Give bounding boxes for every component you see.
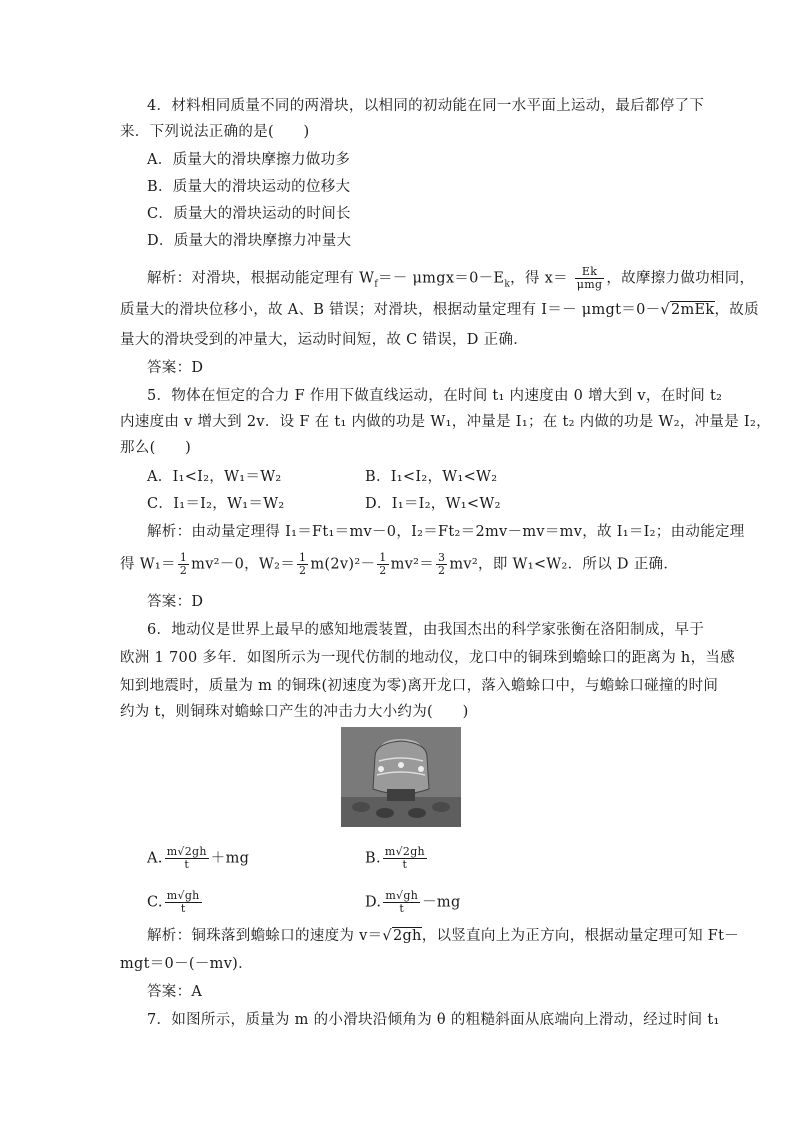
q5-frac-half-3-num: 1: [379, 551, 387, 564]
q5-analysis-2a: 得 W₁＝: [120, 556, 176, 573]
q6-stem-line3: 知到地震时，质量为 m 的铜珠(初速度为零)离开龙口，落入蟾蜍口中，与蟾蜍口碰撞的时间: [120, 678, 719, 694]
q5-frac-half-1: [178, 552, 189, 577]
q5-answer: 答案：D: [147, 594, 204, 610]
q6-option-a-den: t: [184, 858, 190, 871]
q6-analysis-1c: ，以竖直向上为正方向，根据动量定理可知 Ft－: [421, 928, 740, 944]
q6-option-c: [147, 890, 347, 915]
q4-option-a: A．质量大的滑块摩擦力做功多: [147, 152, 351, 168]
q5-stem-line3: 那么( ): [120, 440, 192, 456]
q6-option-b-den: t: [402, 858, 408, 871]
q6-option-a-num: m√2gh: [166, 845, 207, 858]
q6-stem-line4: 约为 t，则铜珠对蟾蜍口产生的冲击力大小约为( ): [120, 704, 469, 720]
q6-analysis-1a: 解析：铜珠落到蟾蜍口的速度为 v＝: [147, 928, 383, 944]
seismograph-illustration: [341, 727, 461, 827]
q5-frac-half-1-den: 2: [179, 564, 188, 577]
q5-frac-half-3-den: 2: [379, 564, 387, 577]
q5-analysis-line1: 解析：由动量定理得 I₁＝Ft₁＝mv－0，I₂＝Ft₂＝2mv－mv＝mv，故 I₁＝I₂；由动能定理: [147, 524, 745, 540]
q6-option-c-label: C.: [147, 894, 163, 911]
q6-option-c-frac: [165, 890, 202, 915]
q6-option-b-frac: [383, 846, 427, 871]
q5-frac-half-3: [377, 552, 388, 577]
q5-analysis-2c: m(2v)²－: [310, 556, 376, 573]
q6-option-a-tail: ＋mg: [210, 850, 250, 867]
q5-option-d: D．I₁＝I₂，W₁<W₂: [365, 496, 501, 512]
seismograph-photo: [341, 727, 461, 827]
q6-stem-line2: 欧洲 1 700 多年．如图所示为一现代仿制的地动仪，龙口中的铜珠到蟾蜍口的距离为 h，当感: [120, 650, 735, 666]
q6-sqrt-2gh: 2gh: [392, 928, 422, 944]
q4-fraction-x: [575, 266, 605, 291]
q6-option-c-num: m√gh: [166, 889, 200, 902]
q4-answer: 答案：D: [147, 360, 204, 376]
q5-analysis-2d: mv²＝: [390, 556, 435, 573]
q6-answer: 答案：A: [147, 984, 203, 1000]
q6-option-b: [365, 846, 565, 871]
q6-option-a: [147, 846, 347, 871]
q5-frac-three-den: 2: [438, 564, 446, 577]
q6-option-b-num: m√2gh: [384, 845, 425, 858]
q4-analysis-2a: 质量大的滑块位移小，故 A、B 错误；对滑块，根据动量定理有 I＝－ μmgt＝0－: [120, 302, 661, 318]
q6-option-b-label: B.: [365, 850, 381, 867]
q5-option-b: B．I₁<I₂，W₁<W₂: [365, 469, 498, 485]
q5-analysis-2b: mv²－0，W₂＝: [191, 556, 296, 573]
q5-stem-line1: 5．物体在恒定的合力 F 作用下做直线运动，在时间 t₁ 内速度由 0 增大到 v，在时间 t₂: [147, 388, 723, 404]
q4-option-b: B．质量大的滑块运动的位移大: [147, 179, 351, 195]
q4-analysis-line2: 质量大的滑块位移小，故 A、B 错误；对滑块，根据动量定理有 I＝－ μmgt＝0－√2mEk，故质: [120, 302, 759, 318]
q4-analysis-line3: 量大的滑块受到的冲量大，运动时间短，故 C 错误，D 正确．: [120, 332, 529, 348]
q6-option-d-frac: [383, 890, 420, 915]
q4-stem-line1: 4．材料相同质量不同的两滑块，以相同的初动能在同一水平面上运动，最后都停了下: [147, 98, 705, 114]
q6-option-d-den: t: [399, 902, 405, 915]
q5-frac-half-2-den: 2: [299, 564, 307, 577]
q4-stem-line2: 来．下列说法正确的是( ): [120, 124, 310, 140]
q5-analysis-2e: mv²，即 W₁<W₂．所以 D 正确．: [449, 556, 679, 573]
q5-stem-line2: 内速度由 v 增大到 2v．设 F 在 t₁ 内做的功是 W₁，冲量是 I₁；在 t₂ 内做的功是 W₂，冲量是 I₂，: [120, 414, 771, 430]
q5-analysis-line2: [120, 552, 680, 577]
q6-option-d: [365, 890, 565, 915]
q6-option-d-tail: －mg: [422, 894, 461, 911]
q6-option-a-frac: [165, 846, 209, 871]
q6-analysis-line1: 解析：铜珠落到蟾蜍口的速度为 v＝√2gh，以竖直向上为正方向，根据动量定理可知 Ft－: [147, 928, 740, 944]
q5-frac-half-2: [297, 552, 308, 577]
q4-analysis-2c: ，故质: [714, 302, 759, 318]
q7-stem-line1: 7．如图所示，质量为 m 的小滑块沿倾角为 θ 的粗糙斜面从底端向上滑动，经过时间 t₁: [147, 1012, 720, 1028]
q5-frac-half-1-num: 1: [179, 551, 188, 564]
q5-option-c: C．I₁＝I₂，W₁＝W₂: [147, 496, 285, 512]
q4-analysis-1a: 解析：对滑块，根据动能定理有 W: [147, 270, 375, 287]
q6-option-d-label: D.: [365, 894, 382, 911]
q4-option-d: D．质量大的滑块摩擦力冲量大: [147, 233, 352, 249]
q5-frac-three-half: [436, 552, 447, 577]
q4-analysis-line1: 解析：对滑块，根据动能定理有 $W_f=- \mu mgx=0-E_k$，得 x＝ $\frac{Ek}{\text{μmg}}$ ，故摩擦力做功相同，: [147, 265, 755, 291]
q4-sqrt-2mEk: 2mEk: [670, 302, 715, 318]
q6-option-c-den: t: [180, 902, 186, 915]
q4-option-c: C．质量大的滑块运动的时间长: [147, 206, 351, 222]
q6-stem-line1: 6．地动仪是世界上最早的感知地震装置，由我国杰出的科学家张衡在洛阳制成，早于: [147, 622, 705, 638]
q5-option-a: A．I₁<I₂，W₁＝W₂: [147, 469, 282, 485]
q5-frac-half-2-num: 1: [299, 551, 307, 564]
q5-frac-three-num: 3: [438, 551, 446, 564]
q4-analysis-1d: ，故摩擦力做功相同，: [606, 270, 755, 287]
q6-option-a-label: A.: [147, 850, 163, 867]
q4-analysis-1b: ＝－ μmgx＝0－E: [377, 270, 505, 287]
q4-analysis-1c: ，得 x＝: [510, 270, 568, 287]
q4-frac-den: μmg: [576, 278, 603, 291]
q4-frac-num: Ek: [575, 266, 605, 279]
q6-analysis-line2: mgt＝0－(－mv)．: [120, 956, 253, 972]
q6-option-d-num: m√gh: [385, 889, 419, 902]
